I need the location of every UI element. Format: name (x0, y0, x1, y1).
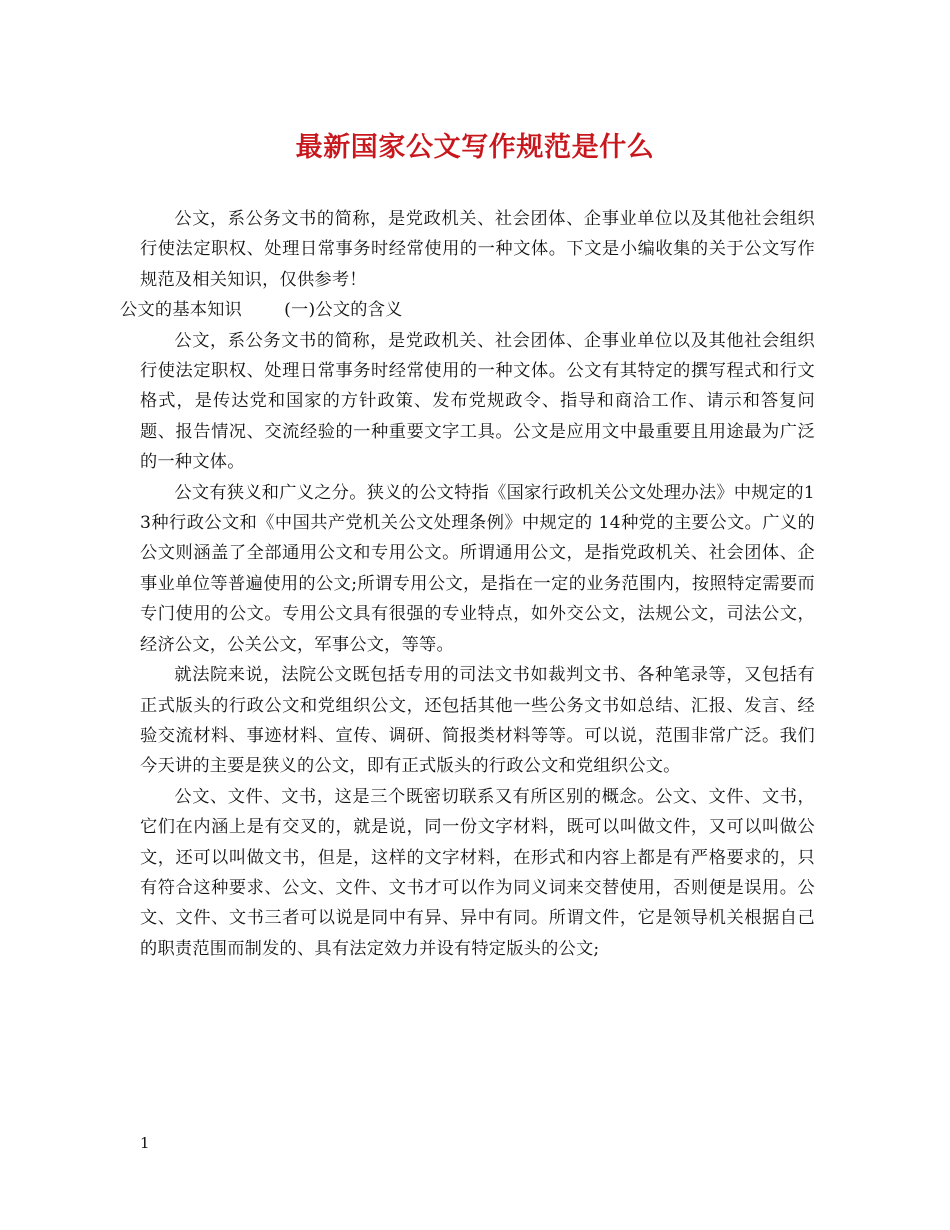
body-paragraph-3: 就法院来说，法院公文既包括专用的司法文书如裁判文书、各种笔录等，又包括有正式版头的行政公文和党组织公文，还包括其他一些公务文书如总结、汇报、发言、经验交流材料、事迹材料、宣传、调研、简报类材料等等。可以说，范围非常广泛。我们今天讲的主要是狭义的公文，即有正式版头的行政公文和党组织公文。 (140, 665, 815, 777)
subsection-heading: (一)公文的含义 (284, 300, 403, 321)
body-paragraph-1: 公文，系公务文书的简称，是党政机关、社会团体、企事业单位以及其他社会组织行使法定职权、处理日常事务时经常使用的一种文体。公文有其特定的撰写程式和行文格式，是传达党和国家的方针政策、发布党规政令、指导和商洽工作、请示和答复问题、报告情况、交流经验的一种重要文字工具。公文是应用文中最重要且用途最为广泛的一种文体。 (140, 330, 815, 473)
section-heading-line (120, 295, 815, 325)
document-title: 最新国家公文写作规范是什么 (295, 132, 655, 163)
document-body (120, 204, 815, 964)
body-paragraph-4: 公文、文件、文书，这是三个既密切联系又有所区别的概念。公文、文件、文书，它们在内涵上是有交叉的，就是说，同一份文字材料，既可以叫做文件，又可以叫做公文，还可以叫做文书，但是，这样的文字材料，在形式和内容上都是有严格要求的，只有符合这种要求、公文、文件、文书才可以作为同义词来交替使用，否则便是误用。公文、文件、文书三者可以说是同中有异、异中有同。所谓文件，它是领导机关根据自己的职责范围而制发的、具有法定效力并设有特定版头的公文; (140, 786, 815, 959)
intro-paragraph: 公文，系公务文书的简称，是党政机关、社会团体、企事业单位以及其他社会组织行使法定职权、处理日常事务时经常使用的一种文体。下文是小编收集的关于公文写作规范及相关知识，仅供参考！ (140, 209, 815, 290)
page-number: 1 (140, 1134, 150, 1152)
section-heading: 公文的基本知识 (120, 300, 243, 321)
body-paragraph-2: 公文有狭义和广义之分。狭义的公文特指《国家行政机关公文处理办法》中规定的13种行政公文和《中国共产党机关公文处理条例》中规定的 14种党的主要公文。广义的公文则涵盖了全部通用公文和专用公文。所谓通用公文，是指党政机关、社会团体、企事业单位等普遍使用的公文;所谓专用公文，是指在一定的业务范围内，按照特定需要而专门使用的公文。专用公文具有很强的专业特点，如外交公文，法规公文，司法公文，经济公文，公关公文，军事公文，等等。 (140, 482, 815, 655)
